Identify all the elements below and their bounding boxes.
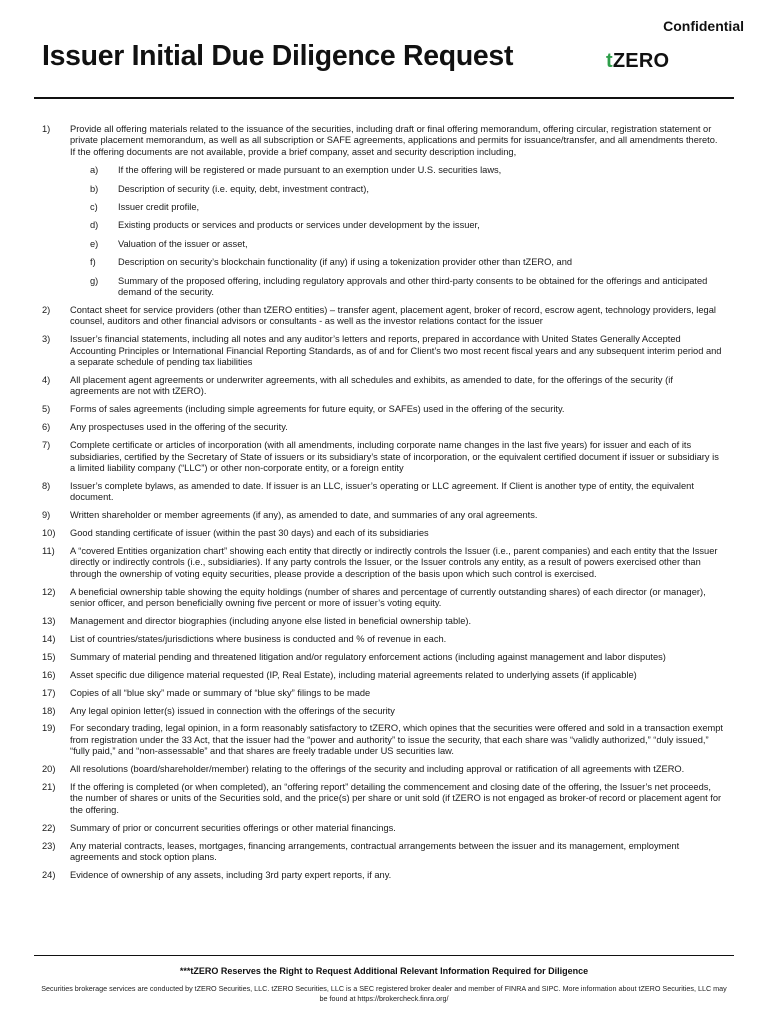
sub-item-letter: d) <box>90 220 99 231</box>
item-body <box>70 587 724 610</box>
item-body <box>70 670 724 681</box>
item-text: Any legal opinion letter(s) issued in connection with the offerings of the security <box>70 705 395 716</box>
sub-item-text: Description of security (i.e. equity, debt, investment contract), <box>118 183 369 194</box>
item-text: Asset specific due diligence material requested (IP, Real Estate), including material agreements related to underlying assets (if applicable) <box>70 669 637 680</box>
item-body <box>70 124 724 298</box>
item-text: Summary of prior or concurrent securities offerings or other material financings. <box>70 822 396 833</box>
list-item <box>42 510 724 521</box>
item-body <box>70 510 724 521</box>
item-number: 5) <box>42 404 51 415</box>
item-text: List of countries/states/jurisdictions where business is conducted and % of revenue in each. <box>70 633 447 644</box>
item-number: 12) <box>42 586 56 597</box>
sub-item-text: Existing products or services and products or services under development by the issuer, <box>118 220 480 231</box>
item-text: Contact sheet for service providers (other than tZERO entities) – transfer agent, placement agent, broker of record, escrow agent, technology providers, legal counsel, auditors and other financial advisors or consultants - as well as the investor relations contact for the issuer <box>70 304 716 327</box>
item-text: Summary of material pending and threatened litigation and/or regulatory enforcement actions (including against management and labor disputes) <box>70 651 666 662</box>
list-item <box>42 634 724 645</box>
item-number: 22) <box>42 822 56 833</box>
item-text: Any prospectuses used in the offering of the security. <box>70 422 288 433</box>
item-text: Provide all offering materials related to the issuance of the securities, including draft or final offering memorandum, offering circular, registration statement or private placement memorandum, as well as all subscription or SAFE agreements, applications and permits for issuance/transfer, and all amendments thereto. If the offering documents are not available, provide a brief company, asset and security description including, <box>70 124 718 157</box>
sub-item-letter: b) <box>90 183 99 194</box>
item-number: 7) <box>42 440 51 451</box>
sub-item-letter: g) <box>90 275 99 286</box>
list-item <box>42 652 724 663</box>
item-body <box>70 764 724 775</box>
list-item <box>42 422 724 433</box>
item-text: A beneficial ownership table showing the equity holdings (number of shares and percentage of currently outstanding shares) of each director (or manager), senior officer, and person beneficially owning five percent or more of issuer’s voting equity. <box>70 586 706 609</box>
item-number: 8) <box>42 480 51 491</box>
item-number: 18) <box>42 705 56 716</box>
list-item <box>42 616 724 627</box>
item-number: 23) <box>42 840 56 851</box>
item-text: Issuer’s complete bylaws, as amended to date. If issuer is an LLC, issuer’s operating or LLC agreement. If Client is another type of entity, the equivalent document. <box>70 480 694 503</box>
item-number: 1) <box>42 124 51 134</box>
item-text: Any material contracts, leases, mortgages, financing arrangements, contractual arrangements between the issuer and its management, employment agreements and stock option plans. <box>70 840 680 863</box>
item-number: 13) <box>42 616 56 626</box>
sub-item-letter: a) <box>90 165 99 176</box>
item-text: Issuer’s financial statements, including all notes and any auditor’s letters and reports, prepared in accordance with United States Generally Accepted Accounting Principles or International Financial Reporting Standards, as of and for Client’s two most recent fiscal years and any subsequent interim period and a separate schedule of pending tax liabilities <box>70 334 722 368</box>
item-number: 2) <box>42 304 51 315</box>
sub-item <box>70 165 724 176</box>
list-item <box>42 440 724 474</box>
item-body <box>70 823 724 834</box>
list-item <box>42 670 724 681</box>
list-item <box>42 481 724 504</box>
item-body <box>70 305 724 328</box>
list-item <box>42 375 724 398</box>
list-item <box>42 723 724 757</box>
item-body <box>70 634 724 645</box>
footer-notice: ***tZERO Reserves the Right to Request Additional Relevant Information Required for Diligence <box>179 966 589 976</box>
item-text: Management and director biographies (including anyone else listed in beneficial ownership table). <box>70 616 472 626</box>
item-body <box>70 870 724 881</box>
list-item <box>42 546 724 580</box>
item-body <box>70 422 724 433</box>
sub-item-text: Description on security’s blockchain functionality (if any) if using a tokenization provider other than tZERO, and <box>118 257 573 268</box>
sub-item-letter: e) <box>90 238 99 249</box>
item-body <box>70 440 724 474</box>
item-body <box>70 546 724 580</box>
item-number: 21) <box>42 782 56 793</box>
item-text: If the offering is completed (or when completed), an “offering report” detailing the commencement and closing date of the offering, the Issuer’s net proceeds, the number of shares or units of the Securities sold, and the price(s) per share or unit sold (if tZERO is not engaged as broker-of record or placement agent for the offering. <box>70 782 722 815</box>
sub-item-text: Issuer credit profile, <box>118 202 200 213</box>
item-text: Copies of all “blue sky” made or summary of “blue sky” filings to be made <box>70 687 371 698</box>
item-body <box>70 481 724 504</box>
item-number: 19) <box>42 723 56 734</box>
item-number: 15) <box>42 651 56 662</box>
header-divider <box>34 97 734 99</box>
sub-item-text: Summary of the proposed offering, including regulatory approvals and other third-party consents to be obtained for the offerings and anticipated demand of the security. <box>118 275 708 298</box>
item-body <box>70 841 724 864</box>
list-item <box>42 841 724 864</box>
item-text: All resolutions (board/shareholder/member) relating to the offerings of the security and including approval or ratification of all agreements with tZERO. <box>70 764 685 775</box>
sub-item <box>70 184 724 195</box>
item-text: Forms of sales agreements (including simple agreements for future equity, or SAFEs) used in the offering of the security. <box>70 404 565 415</box>
item-body <box>70 528 724 539</box>
list-item <box>42 404 724 415</box>
list-item <box>42 764 724 775</box>
item-number: 6) <box>42 422 51 433</box>
item-number: 4) <box>42 375 51 385</box>
item-text: All placement agent agreements or underwriter agreements, with all schedules and exhibits, as amended to date, for the offerings of the security (if agreements are not with tZERO). <box>70 375 673 397</box>
item-number: 9) <box>42 510 51 521</box>
item-body <box>70 652 724 663</box>
item-body <box>70 334 724 368</box>
item-text: Complete certificate or articles of incorporation (with all amendments, including corporate name changes in the last five years) for issuer and each of its subsidiaries, certified by the Secretary of State of issuers or its subsidiary’s state of incorporation, or the equivalent certified document if issuer or subsidiary is a limited liability company (“LLC”) or other non-corporate entity, or a foreign entity <box>70 440 719 473</box>
item-number: 14) <box>42 633 56 644</box>
list-item <box>42 782 724 816</box>
item-number: 10) <box>42 528 56 539</box>
list-item <box>42 706 724 717</box>
list-item <box>42 870 724 881</box>
sub-item-text: If the offering will be registered or made pursuant to an exemption under U.S. securities laws, <box>118 165 502 176</box>
item-body <box>70 782 724 816</box>
sub-item-text: Valuation of the issuer or asset, <box>118 238 248 249</box>
item-text: Evidence of ownership of any assets, including 3rd party expert reports, if any. <box>70 870 392 880</box>
item-text: For secondary trading, legal opinion, in a form reasonably satisfactory to tZERO, which opines that the securities were offered and sold in a transaction exempt from registration under the 33 Act, that the issuer had the “power and authority” to issue the security, that each share was “validly authorized,” “duly issued,” “fully paid,” and “non-assessable” and that shares are freely tradable under US securities law. <box>70 723 724 757</box>
request-list <box>42 124 724 888</box>
footer-disclaimer: Securities brokerage services are conducted by tZERO Securities, LLC. tZERO Securities, LLC is a SEC registered broker dealer and member of FINRA and SIPC. More information about tZERO Securities, LLC may be found at https://brokercheck.finra.org/ <box>41 984 727 1003</box>
item-body <box>70 404 724 415</box>
sub-item-letter: f) <box>90 257 96 268</box>
page-title: Issuer Initial Due Diligence Request <box>42 40 514 72</box>
item-body <box>70 706 724 717</box>
sub-item <box>70 239 724 250</box>
confidential-label: Confidential <box>663 18 744 34</box>
list-item <box>42 688 724 699</box>
sub-item-letter: c) <box>90 202 98 213</box>
item-text: Good standing certificate of issuer (within the past 30 days) and each of its subsidiaries <box>70 528 429 539</box>
item-number: 11) <box>42 545 55 556</box>
list-item <box>42 305 724 328</box>
sub-item <box>70 202 724 213</box>
logo-rest: ZERO <box>612 50 670 72</box>
item-number: 20) <box>42 764 56 775</box>
item-body <box>70 723 724 757</box>
logo-prefix: t <box>606 50 613 72</box>
list-item <box>42 334 724 368</box>
list-item <box>42 587 724 610</box>
item-number: 3) <box>42 334 51 345</box>
list-item <box>42 823 724 834</box>
item-number: 16) <box>42 669 56 680</box>
item-body <box>70 375 724 398</box>
list-item <box>42 124 724 298</box>
item-number: 24) <box>42 870 56 880</box>
item-body <box>70 688 724 699</box>
item-text: Written shareholder or member agreements (if any), as amended to date, and summaries of any oral agreements. <box>70 510 538 521</box>
sub-item <box>70 276 724 299</box>
item-text: A “covered Entities organization chart” showing each entity that directly or indirectly controls the Issuer (i.e., parent companies) and each entity that the Issuer directly or indirectly controls (i.e., subsidiaries). If any party controls the Issuer, or the Issuer controls any entity, as a result of powers exercised other than through the ownership of voting equity securities, please provide a description of the basis upon which such control is exercised. <box>70 545 718 579</box>
tzero-logo <box>606 50 669 73</box>
footer-divider <box>34 955 734 956</box>
sub-item <box>70 257 724 268</box>
item-body <box>70 616 724 627</box>
sub-item <box>70 220 724 231</box>
item-number: 17) <box>42 687 56 698</box>
list-item <box>42 528 724 539</box>
